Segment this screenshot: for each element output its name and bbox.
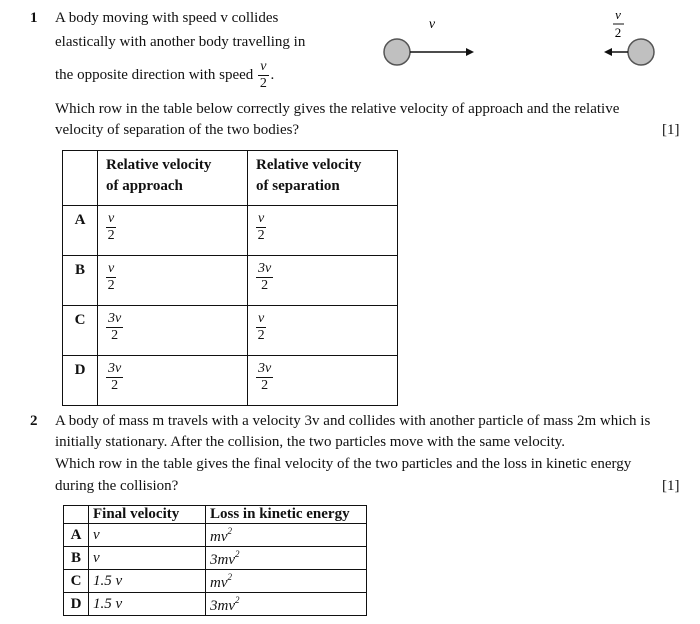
left-velocity-arrowhead xyxy=(466,48,474,56)
table-row xyxy=(63,206,398,256)
fraction-denominator: 2 xyxy=(261,278,269,293)
row-label: B xyxy=(63,256,98,306)
velocity-cell: 1.5 v xyxy=(89,593,206,616)
collision-diagram xyxy=(380,6,670,72)
fraction-numerator: 3v xyxy=(258,361,272,376)
question-2-line-2: initially stationary. After the collision, the two particles move with the same velocity. xyxy=(55,434,566,450)
header-empty-cell xyxy=(63,151,98,206)
fraction-denominator: 2 xyxy=(261,378,269,393)
fraction-numerator: 3v xyxy=(108,361,122,376)
fraction-denominator: 2 xyxy=(107,228,115,243)
question-1-table xyxy=(62,150,398,406)
question-2-line-1: A body of mass m travels with a velocity 3v and collides with another particle of mass 2m which is xyxy=(55,413,651,429)
table-row xyxy=(63,356,398,406)
question-1-line-3-text: the opposite direction with speed xyxy=(55,67,254,83)
loss-exponent: 2 xyxy=(227,526,232,536)
row-label: D xyxy=(63,356,98,406)
header-loss-kinetic-energy: Loss in kinetic energy xyxy=(206,506,367,524)
question-1-line-1: A body moving with speed v collides xyxy=(55,10,279,26)
question-1-line-3-period: . xyxy=(270,67,275,83)
separation-cell xyxy=(248,356,398,406)
fraction-numerator: v xyxy=(108,261,115,276)
question-2-line-4: during the collision? xyxy=(55,478,179,494)
header-relative-velocity-approach xyxy=(98,151,248,206)
loss-exponent: 2 xyxy=(227,572,232,582)
question-1-line-3 xyxy=(55,60,274,91)
row-label: A xyxy=(64,524,89,547)
separation-cell xyxy=(248,206,398,256)
fraction-denominator: 2 xyxy=(111,328,119,343)
approach-cell xyxy=(98,306,248,356)
speed-fraction-numerator: v xyxy=(260,59,267,74)
question-1-marks: [1] xyxy=(662,122,680,138)
fraction-numerator: v xyxy=(258,211,265,226)
loss-cell xyxy=(206,570,367,593)
approach-cell xyxy=(98,206,248,256)
table-header-row xyxy=(64,506,367,524)
header-separation-line-1: Relative velocity xyxy=(256,157,362,173)
fraction-numerator: v xyxy=(258,311,265,326)
header-separation-line-2: of separation xyxy=(256,178,340,194)
row-label: C xyxy=(63,306,98,356)
question-1-prompt-line-1: Which row in the table below correctly gives the relative velocity of approach and the relative xyxy=(55,101,620,117)
table-row xyxy=(63,256,398,306)
question-2-marks: [1] xyxy=(662,478,680,494)
right-ball xyxy=(628,39,654,65)
left-ball xyxy=(384,39,410,65)
table-row xyxy=(64,570,367,593)
table-row xyxy=(64,547,367,570)
right-velocity-label-numerator: v xyxy=(615,7,621,22)
question-1-number: 1 xyxy=(30,10,38,26)
header-approach-line-1: Relative velocity xyxy=(106,157,212,173)
fraction-numerator: 3v xyxy=(258,261,272,276)
question-2-line-3: Which row in the table gives the final velocity of the two particles and the loss in kinetic energy xyxy=(55,456,632,472)
table-row xyxy=(64,593,367,616)
table-header-row xyxy=(63,151,398,206)
header-approach-line-2: of approach xyxy=(106,178,183,194)
loss-cell xyxy=(206,593,367,616)
row-label: A xyxy=(63,206,98,256)
row-label: B xyxy=(64,547,89,570)
separation-cell xyxy=(248,256,398,306)
velocity-cell: 1.5 v xyxy=(89,570,206,593)
loss-cell xyxy=(206,547,367,570)
fraction-numerator: v xyxy=(108,211,115,226)
header-empty-cell xyxy=(64,506,89,524)
speed-fraction-denominator: 2 xyxy=(259,76,267,91)
fraction-numerator: 3v xyxy=(108,311,122,326)
fraction-denominator: 2 xyxy=(107,278,115,293)
row-label: C xyxy=(64,570,89,593)
table-row xyxy=(64,524,367,547)
question-2-number: 2 xyxy=(30,413,38,429)
approach-cell xyxy=(98,356,248,406)
loss-value: 3mv xyxy=(210,552,235,568)
loss-exponent: 2 xyxy=(235,549,240,559)
left-velocity-label: v xyxy=(428,17,436,32)
question-2-table xyxy=(63,505,367,616)
row-label: D xyxy=(64,593,89,616)
question-1-prompt-line-2: velocity of separation of the two bodies? xyxy=(55,122,300,138)
loss-cell xyxy=(206,524,367,547)
question-1-line-2: elastically with another body travelling in xyxy=(55,34,306,50)
right-velocity-label-denominator: 2 xyxy=(614,25,622,40)
loss-value: mv xyxy=(210,529,228,545)
right-velocity-arrowhead xyxy=(604,48,612,56)
velocity-cell: v xyxy=(89,547,206,570)
loss-value: mv xyxy=(210,575,228,591)
separation-cell xyxy=(248,306,398,356)
header-final-velocity: Final velocity xyxy=(89,506,206,524)
loss-value: 3mv xyxy=(210,598,235,614)
velocity-cell: v xyxy=(89,524,206,547)
speed-fraction xyxy=(258,60,268,91)
loss-exponent: 2 xyxy=(235,595,240,605)
fraction-denominator: 2 xyxy=(257,328,265,343)
table-row xyxy=(63,306,398,356)
header-relative-velocity-separation xyxy=(248,151,398,206)
fraction-denominator: 2 xyxy=(257,228,265,243)
fraction-denominator: 2 xyxy=(111,378,119,393)
approach-cell xyxy=(98,256,248,306)
